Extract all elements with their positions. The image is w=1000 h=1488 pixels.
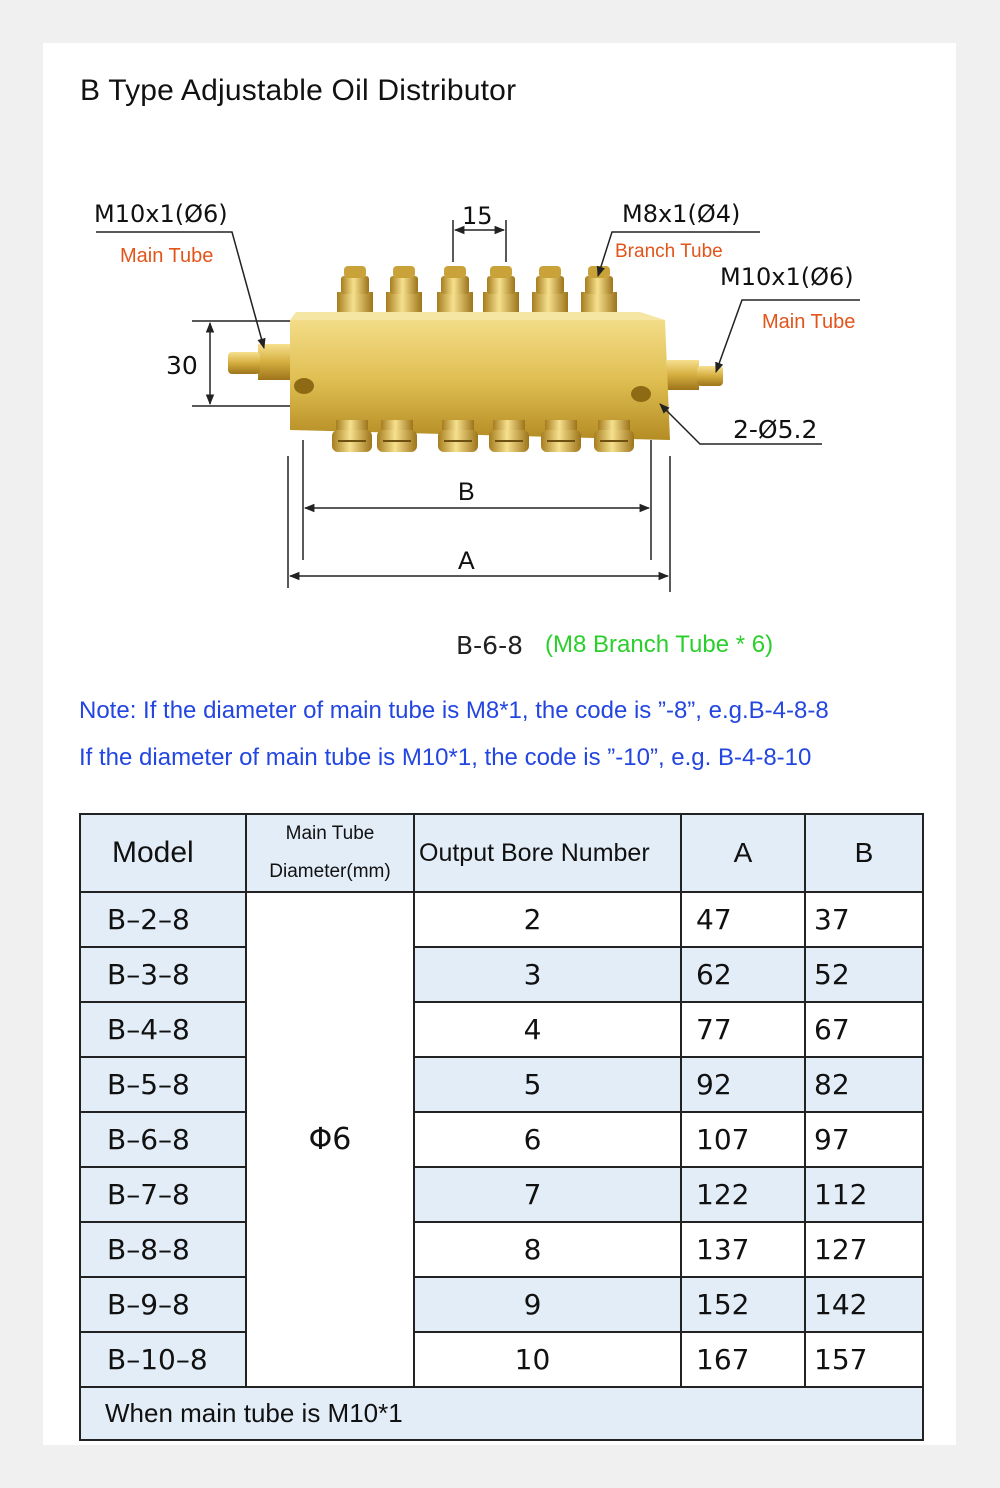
- table-row: [80, 1057, 923, 1112]
- header-diameter-line2: Diameter(mm): [269, 861, 391, 882]
- header-model: Model: [80, 814, 246, 892]
- table-header: [80, 814, 923, 892]
- model-code: B-6-8: [456, 631, 524, 660]
- cell-b: 37: [805, 892, 923, 947]
- cell-model: B–3–8: [80, 947, 246, 1002]
- cell-bore: 8: [414, 1222, 681, 1277]
- adjusting-screw: [489, 420, 529, 452]
- cell-a: 107: [681, 1112, 805, 1167]
- mount-hole: [631, 386, 651, 402]
- cell-a: 152: [681, 1277, 805, 1332]
- cell-a: 122: [681, 1167, 805, 1222]
- dim-a-label: A: [458, 547, 475, 575]
- table-footer: [80, 1387, 923, 1440]
- cell-bore: 3: [414, 947, 681, 1002]
- adjusting-screw: [332, 420, 372, 452]
- adjusting-screw: [377, 420, 417, 452]
- header-b: B: [805, 814, 923, 892]
- cell-model: B–6–8: [80, 1112, 246, 1167]
- cell-b: 142: [805, 1277, 923, 1332]
- adjusting-screw: [438, 420, 478, 452]
- cell-model: B–5–8: [80, 1057, 246, 1112]
- model-description: (M8 Branch Tube * 6): [545, 631, 774, 658]
- main-tube-right-name: Main Tube: [762, 311, 856, 333]
- page-title: B Type Adjustable Oil Distributor: [80, 74, 517, 107]
- main-tube-fitting-left: [228, 344, 296, 380]
- table-row: [80, 1002, 923, 1057]
- table-row: [80, 892, 923, 947]
- cell-b: 52: [805, 947, 923, 1002]
- main-tube-left-name: Main Tube: [120, 245, 214, 267]
- header-a: A: [681, 814, 805, 892]
- cell-bore: 6: [414, 1112, 681, 1167]
- height-label: 30: [166, 351, 198, 380]
- cell-a: 77: [681, 1002, 805, 1057]
- pitch-label: 15: [462, 202, 493, 230]
- cell-model: B–4–8: [80, 1002, 246, 1057]
- cell-a: 62: [681, 947, 805, 1002]
- table-row: [80, 1167, 923, 1222]
- main-tube-right-size: M10x1(Ø6): [720, 263, 854, 291]
- header-diameter: [246, 814, 414, 892]
- table-row: [80, 1332, 923, 1387]
- cell-a: 47: [681, 892, 805, 947]
- footer-note: When main tube is M10*1: [80, 1387, 923, 1440]
- header-diameter-line1: Main Tube: [285, 823, 375, 844]
- cell-b: 112: [805, 1167, 923, 1222]
- branch-tube-size: M8x1(Ø4): [622, 200, 741, 228]
- cell-a: 92: [681, 1057, 805, 1112]
- cell-model: B–8–8: [80, 1222, 246, 1277]
- spec-table: [79, 813, 924, 1441]
- mount-holes-label: 2-Ø5.2: [733, 415, 818, 444]
- distributor-diagram: [0, 0, 1000, 680]
- adjusting-screw: [594, 420, 634, 452]
- cell-bore: 9: [414, 1277, 681, 1332]
- table-row: [80, 1222, 923, 1277]
- cell-model: B–2–8: [80, 892, 246, 947]
- cell-model: B–9–8: [80, 1277, 246, 1332]
- header-bore: Output Bore Number: [414, 814, 681, 892]
- main-tube-fitting-right: [667, 360, 723, 390]
- cell-model: B–10–8: [80, 1332, 246, 1387]
- cell-a: 167: [681, 1332, 805, 1387]
- main-tube-left-size: M10x1(Ø6): [94, 200, 228, 228]
- cell-bore: 5: [414, 1057, 681, 1112]
- note-m10: If the diameter of main tube is M10*1, the code is ”-10”, e.g. B-4-8-10: [79, 744, 812, 771]
- branch-tube-name: Branch Tube: [615, 241, 723, 262]
- table-row: [80, 1112, 923, 1167]
- dim-b-label: B: [458, 478, 475, 506]
- cell-bore: 4: [414, 1002, 681, 1057]
- cell-bore: 10: [414, 1332, 681, 1387]
- cell-bore: 2: [414, 892, 681, 947]
- table-row: [80, 1277, 923, 1332]
- mount-hole: [294, 378, 314, 394]
- cell-bore: 7: [414, 1167, 681, 1222]
- cell-model: B–7–8: [80, 1167, 246, 1222]
- cell-b: 127: [805, 1222, 923, 1277]
- cell-b: 157: [805, 1332, 923, 1387]
- cell-b: 82: [805, 1057, 923, 1112]
- table-row: [80, 947, 923, 1002]
- note-m8: Note: If the diameter of main tube is M8*1, the code is ”-8”, e.g.B-4-8-8: [79, 697, 829, 724]
- cell-diameter: Φ6: [246, 892, 414, 1387]
- adjusting-screw: [541, 420, 581, 452]
- cell-a: 137: [681, 1222, 805, 1277]
- cell-b: 67: [805, 1002, 923, 1057]
- cell-b: 97: [805, 1112, 923, 1167]
